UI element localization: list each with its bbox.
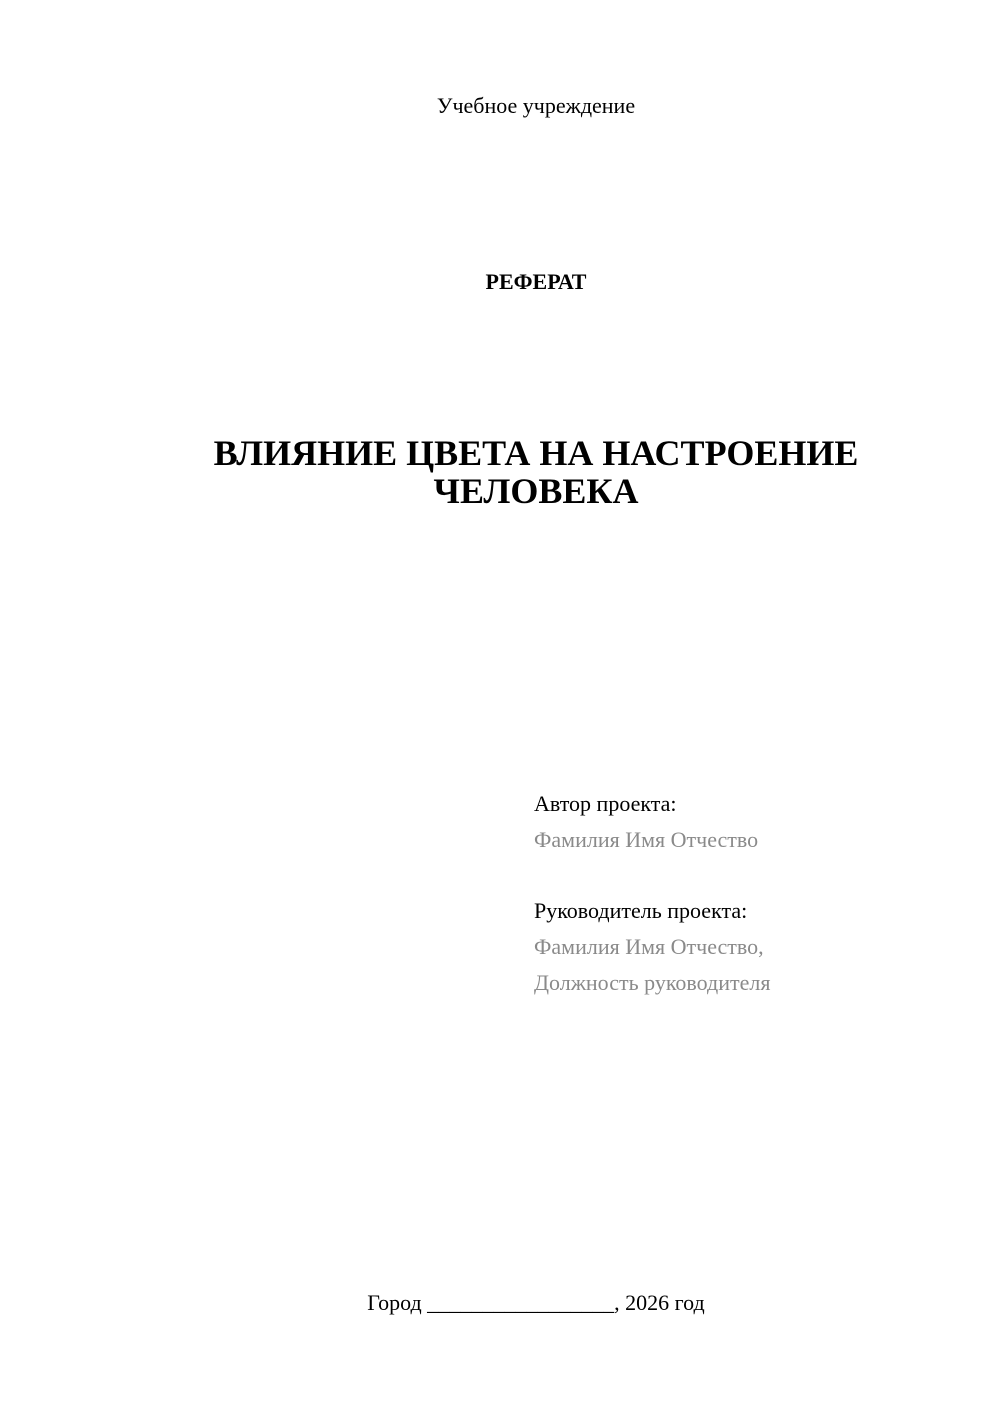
document-type: РЕФЕРАТ (485, 269, 587, 294)
author-label: Автор проекта: (534, 791, 677, 816)
author-name: Фамилия Имя Отчество (534, 827, 759, 852)
document-title: ВЛИЯНИЕ ЦВЕТА НА НАСТРОЕНИЕ ЧЕЛОВЕКА (213, 433, 859, 511)
year-text: , 2026 год (614, 1290, 705, 1315)
city-label: Город (367, 1290, 422, 1315)
supervisor-label: Руководитель проекта: (534, 898, 748, 923)
author-block (534, 786, 974, 858)
city-year-line (0, 1288, 1000, 1318)
city-blank: _________________ (427, 1290, 615, 1315)
supervisor-name: Фамилия Имя Отчество, (534, 934, 764, 959)
supervisor-position: Должность руководителя (534, 970, 771, 995)
institution-name: Учебное учреждение (436, 93, 636, 118)
supervisor-block (534, 893, 974, 1001)
